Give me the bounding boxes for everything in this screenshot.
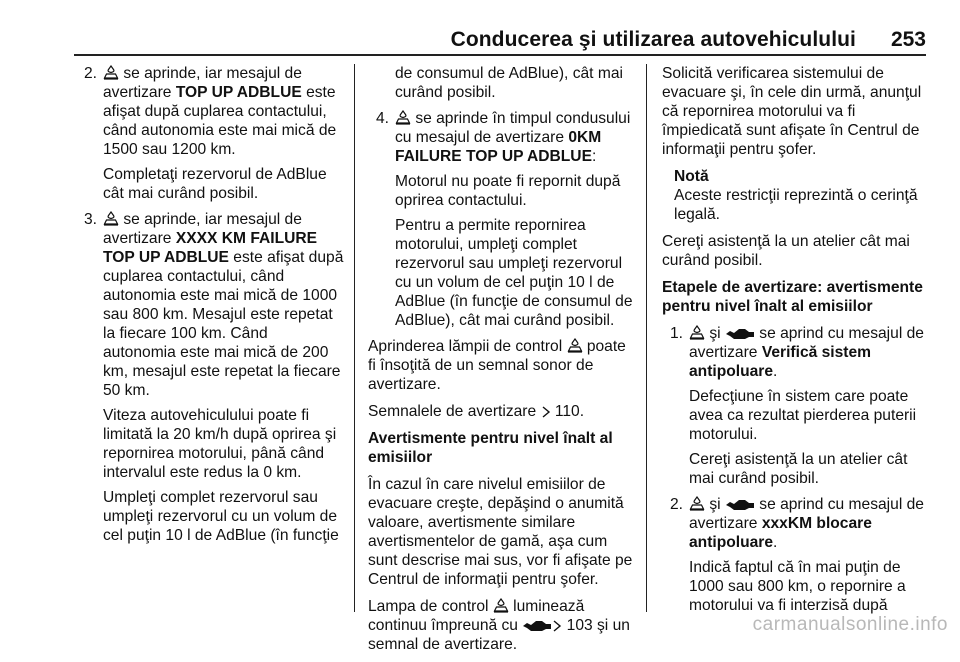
item-number: 1. [670, 325, 684, 342]
column-2 [368, 64, 636, 662]
list-item-continuation [368, 64, 636, 102]
item-paragraph: de consumul de AdBlue), cât mai curând posibil. [395, 65, 623, 101]
item-text: şi se aprind cu mesajul de avertizare Verifică sistem antipoluare. [689, 325, 924, 380]
adblue-warning-icon [689, 325, 705, 340]
adblue-warning-icon [103, 211, 119, 226]
column-1 [76, 64, 344, 552]
item-text: se aprinde, iar mesajul de avertizare TOP UP ADBLUE este afişat după cuplarea contactului, când autonomia este mai mică de 1500 sau 1200 km. [103, 65, 337, 158]
item-number: 2. [670, 496, 684, 513]
engine-check-icon [725, 326, 755, 340]
item-paragraph: Motorul nu poate fi repornit după oprirea contactului. [395, 173, 621, 209]
page-reference-arrow-icon[interactable] [552, 620, 562, 632]
header-rule [74, 54, 926, 56]
item-text: se aprinde, iar mesajul de avertizare XXXX KM FAILURE TOP UP ADBLUE este afişat după cuplarea contactului, când autonomia este mai mică de 1000 sau 800 km. Mesajul este repetat la fiecare 100 km. Când autonomia este mai mică de 200 km, mesajul este repetat la fiecare 50 km. [103, 211, 344, 399]
item-text: se aprinde în timpul condusului cu mesajul de avertizare 0KM FAILURE TOP UP ADBLUE: [395, 110, 631, 165]
item-paragraph: Viteza autovehiculului poate fi limitată la 20 km/h după oprirea şi repornirea motorului, până când intervalul este redus la 0 km. [103, 407, 337, 481]
item-number: 2. [84, 65, 98, 82]
item-text: şi se aprind cu mesajul de avertizare xxxKM blocare antipoluare. [689, 496, 924, 551]
adblue-warning-icon [689, 496, 705, 511]
item-paragraph: Defecţiune în sistem care poate avea ca rezultat pierderea puterii motorului. [689, 388, 917, 443]
column-divider [354, 64, 355, 612]
paragraph: Cereţi asistenţă la un atelier cât mai curând posibil. [662, 233, 910, 269]
page-number: 253 [890, 28, 926, 51]
adblue-warning-icon [567, 338, 583, 353]
item-number: 4. [376, 110, 390, 127]
column-3 [662, 64, 932, 622]
list-item [662, 324, 932, 488]
note-text: Aceste restricţii reprezintă o cerinţă legală. [674, 187, 918, 223]
paragraph: Aprinderea lămpii de control poate fi însoţită de un semnal sonor de avertizare. [368, 338, 626, 393]
section-heading: Avertismente pentru nivel înalt al emisiilor [368, 430, 613, 466]
item-number: 3. [84, 211, 98, 228]
item-paragraph: Completaţi rezervorul de AdBlue cât mai curând posibil. [103, 166, 327, 202]
page-header [0, 0, 960, 56]
list-item [662, 495, 932, 615]
section-heading: Etapele de avertizare: avertismente pentru nivel înalt al emisiilor [662, 279, 923, 315]
item-paragraph: Umpleţi complet rezervorul sau umpleţi rezervorul cu un volum de cel puţin 10 l de AdBlue (în funcţie [103, 489, 339, 544]
column-divider [646, 64, 647, 612]
engine-check-icon [522, 618, 552, 632]
adblue-warning-icon [493, 598, 509, 613]
adblue-warning-icon [395, 110, 411, 125]
note-box [674, 167, 932, 224]
list-item [76, 64, 344, 203]
note-title: Notă [674, 168, 709, 185]
watermark: carmanualsonline.info [752, 614, 948, 635]
paragraph: În cazul în care nivelul emisiilor de evacuare creşte, depăşind o anumită valoare, avertismente similare avertismentelor de gamă, aşa cum sunt descrise mai sus, vor fi afişate pe Centrul de informaţii pentru şofer. [368, 476, 633, 588]
paragraph: Solicită verificarea sistemului de evacuare şi, în cele din urmă, anunţul că repornirea motorului va fi împiedicată sunt afişate în Centrul de informaţii pentru şofer. [662, 65, 922, 158]
adblue-warning-icon [103, 65, 119, 80]
item-paragraph: Indică faptul că în mai puţin de 1000 sau 800 km, o repornire a motorului va fi interzisă după [689, 559, 906, 614]
paragraph: Semnalele de avertizare 110. [368, 403, 585, 420]
paragraph: Lampa de control luminează continuu împreună cu 103 şi un semnal de avertizare. [368, 598, 630, 653]
page-reference-arrow-icon[interactable] [541, 406, 551, 418]
list-item [368, 109, 636, 330]
page-title: Conducerea şi utilizarea autovehiculului [450, 28, 856, 51]
item-paragraph: Pentru a permite repornirea motorului, umpleţi complet rezervorul sau umpleţi rezervorul cu un volum de cel puţin 10 l de AdBlue (în funcţie de consumul de AdBlue), cât mai curând posibil. [395, 217, 633, 329]
list-item [76, 210, 344, 545]
engine-check-icon [725, 497, 755, 511]
item-paragraph: Cereţi asistenţă la un atelier cât mai curând posibil. [689, 451, 908, 487]
